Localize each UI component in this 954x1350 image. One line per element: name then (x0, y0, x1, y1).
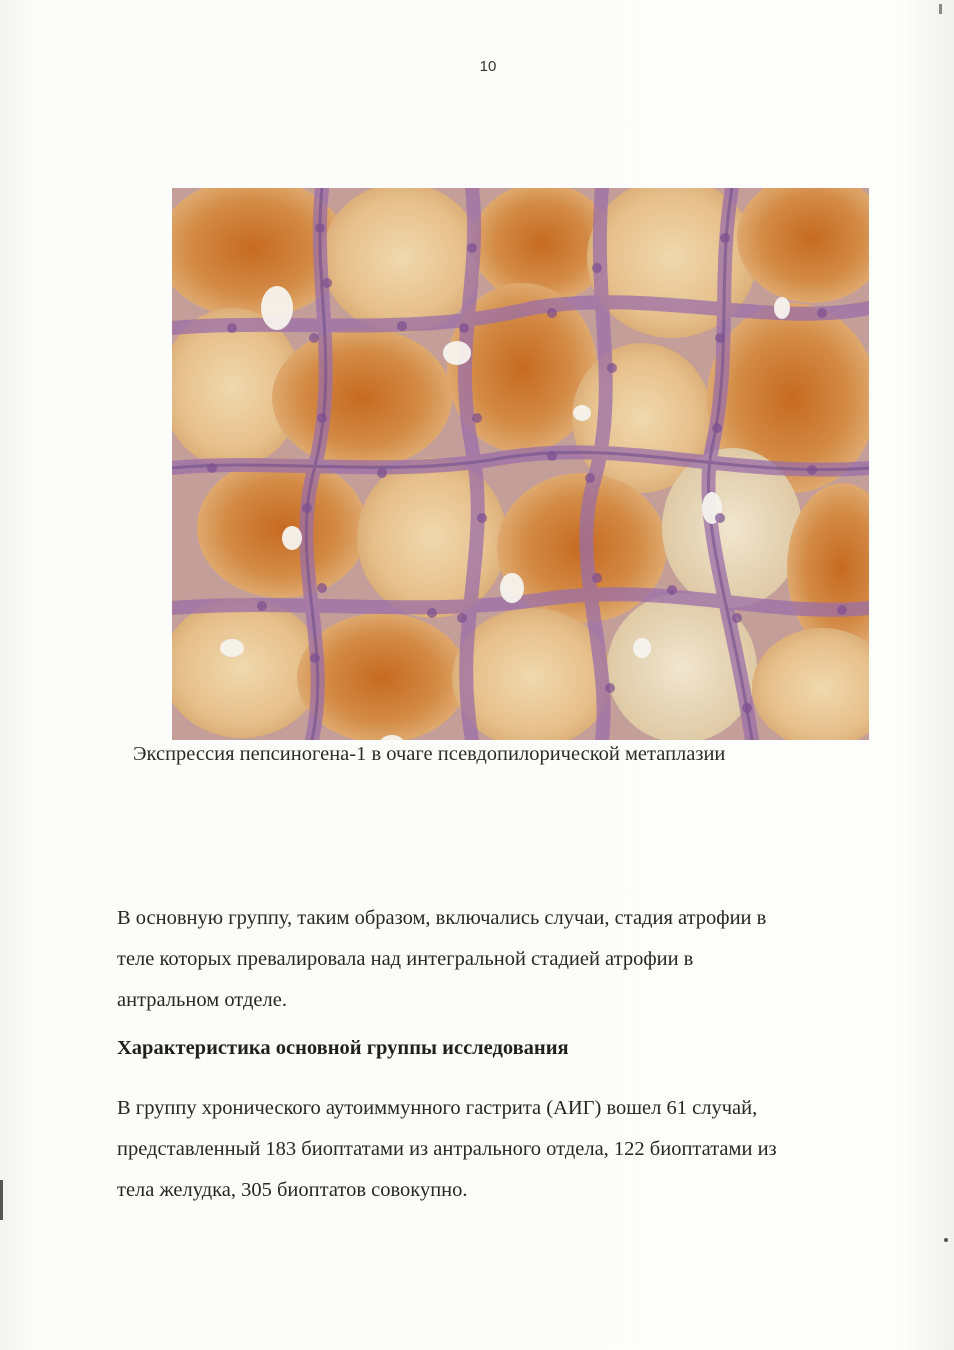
scan-edge-mark (944, 1238, 948, 1242)
paragraph-line: антральном отделе. (117, 989, 287, 1011)
paragraph-main-group-definition (117, 898, 857, 1021)
paragraph-line: В основную группу, таким образом, включались случаи, стадия атрофии в (117, 907, 767, 929)
paragraph-line: представленный 183 биоптатами из антрального отдела, 122 биоптатами из (117, 1138, 777, 1160)
paragraph-study-group-description (117, 1088, 857, 1211)
page-number: 10 (479, 58, 497, 75)
scan-edge-mark (0, 1180, 3, 1220)
scan-edge-mark (939, 4, 942, 14)
section-heading: Характеристика основной группы исследования (117, 1037, 569, 1059)
paragraph-line: В группу хронического аутоиммунного гастрита (АИГ) вошел 61 случай, (117, 1097, 758, 1119)
micrograph-image (172, 188, 869, 740)
paragraph-line: тела желудка, 305 биоптатов совокупно. (117, 1179, 468, 1201)
figure-caption: Экспрессия пепсиногена-1 в очаге псевдопилорической метаплазии (133, 743, 726, 765)
micrograph-figure (172, 188, 869, 740)
paragraph-line: теле которых превалировала над интегральной стадией атрофии в (117, 948, 694, 970)
